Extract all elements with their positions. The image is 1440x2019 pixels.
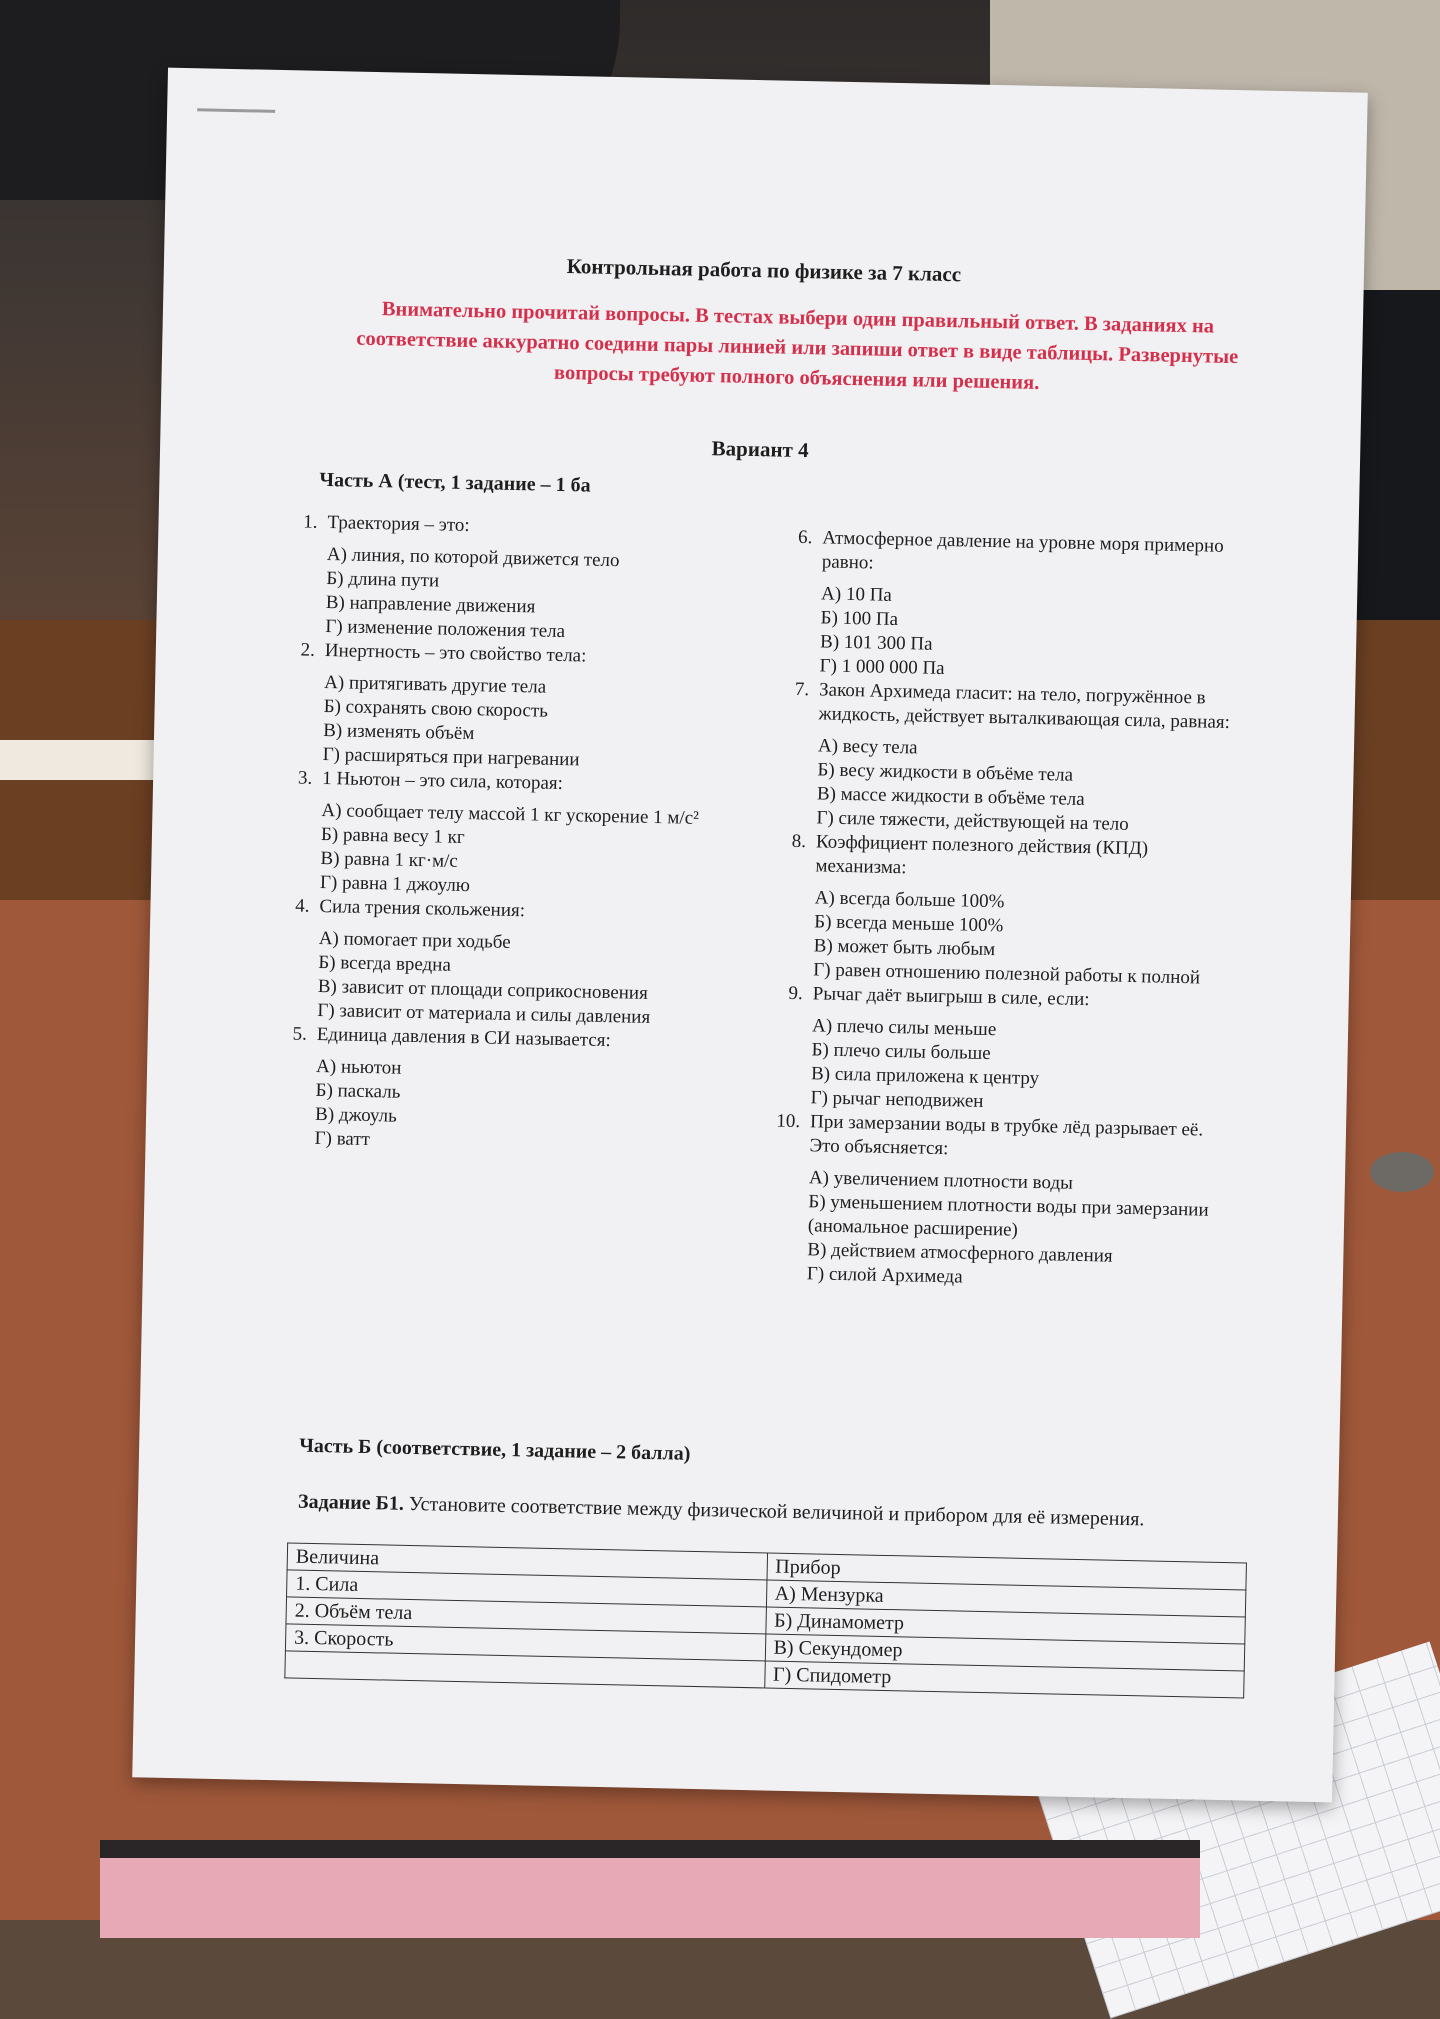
answer-option: Б) равна весу 1 кг: [320, 823, 465, 849]
answer-option: В) направление движения: [325, 592, 536, 618]
answer-options: [317, 927, 745, 1032]
question: [763, 1109, 1237, 1295]
answer-option: Б) длина пути: [326, 568, 440, 592]
background-folder: [100, 1840, 1200, 1938]
answer-option: В) изменять объём: [322, 720, 475, 745]
question-number: 9.: [788, 982, 804, 1005]
match-table: [284, 1542, 1247, 1698]
question-row: [283, 510, 753, 544]
answer-option: В) сила приложена к центру: [810, 1063, 1040, 1090]
instructions: Внимательно прочитай вопросы. В тестах выбери один правильный ответ. В заданиях на соответствие аккуратно соедини пары линией или запиши ответ в виде таблицы. Развернутые вопросы требуют полного объяснения или решения.: [356, 298, 1239, 394]
question-number: 5.: [292, 1023, 308, 1045]
question-text: Атмосферное давление на уровне моря примерно равно:: [821, 527, 1224, 574]
question-number: 1.: [303, 511, 318, 533]
answer-option: Б) 100 Па: [820, 607, 899, 631]
question: [766, 981, 1239, 1119]
question-text: 1 Ньютон – это сила, которая:: [321, 768, 564, 795]
table-cell: А) Мензурка: [766, 1580, 1246, 1617]
answer-option: А) всегда больше 100%: [814, 887, 1005, 913]
question-text: Траектория – это:: [327, 512, 470, 537]
answer-option: В) зависит от площади соприкосновения: [317, 975, 649, 1004]
variant-label: Вариант 4: [711, 436, 809, 463]
questions-left-column: [270, 510, 753, 1160]
question-number: 4.: [295, 895, 310, 917]
answer-option: А) притягивать другие тела: [323, 672, 547, 698]
answer-options: [810, 1014, 1238, 1119]
question: [772, 677, 1245, 839]
coin: [1370, 1152, 1434, 1192]
table-cell: 2. Объём тела: [286, 1597, 766, 1634]
question-number: 7.: [794, 678, 810, 701]
answer-options: [813, 886, 1241, 991]
answer-options: [322, 671, 750, 776]
table-cell: 1. Сила: [287, 1570, 767, 1607]
question-row: [778, 526, 1249, 584]
question-number: 8.: [791, 830, 807, 853]
answer-option: А) сообщает телу массой 1 кг ускорение 1 м/с²: [321, 800, 700, 829]
answer-option: Г) 1 000 000 Па: [819, 655, 945, 680]
question-row: [771, 829, 1242, 887]
answer-options: [314, 1055, 742, 1160]
answer-option: А) плечо силы меньше: [811, 1015, 997, 1041]
question: [775, 526, 1248, 688]
question: [769, 829, 1242, 991]
question-text: При замерзании воды в трубке лёд разрывает её. Это объясняется:: [809, 1111, 1204, 1160]
question-number: 6.: [797, 526, 813, 549]
question-number: 2.: [300, 639, 316, 661]
answer-option: Г) расширяться при нагревании: [322, 744, 580, 771]
question-row: [765, 1109, 1236, 1167]
answer-option: Г) силе тяжести, действующей на тело: [816, 807, 1130, 835]
answer-option: Б) весу жидкости в объёме тела: [817, 759, 1074, 786]
answer-option: В) равна 1 кг·м/с: [320, 847, 459, 872]
answer-option: В) действием атмосферного давления: [807, 1239, 1113, 1267]
questions-right-column: [763, 526, 1249, 1296]
question: [281, 510, 754, 648]
part-a-heading: Часть А (тест, 1 задание – 1 ба: [319, 468, 591, 497]
part-b-heading: Часть Б (соответствие, 1 задание – 2 балла): [298, 1434, 691, 1465]
answer-option: А) помогает при ходьбе: [318, 927, 511, 953]
question-row: [774, 677, 1245, 735]
question: [273, 894, 746, 1032]
answer-option: Г) силой Архимеда: [806, 1263, 963, 1288]
answer-options: [320, 799, 748, 904]
answer-option: В) массе жидкости в объёме тела: [816, 783, 1085, 810]
answer-option: А) ньютон: [315, 1055, 402, 1079]
answer-option: Г) зависит от материала и силы давления: [317, 999, 651, 1028]
test-sheet: [132, 68, 1368, 1803]
question: [270, 1022, 743, 1160]
answer-option: А) линия, по которой движется тело: [326, 544, 620, 572]
task-b1-label: Задание Б1.: [297, 1490, 405, 1515]
answer-option: Б) плечо силы больше: [811, 1039, 991, 1065]
question-text: Коэффициент полезного действия (КПД) механизма:: [815, 831, 1149, 879]
table-header-cell: Величина: [287, 1543, 767, 1580]
answer-option: Б) сохранять свою скорость: [323, 696, 549, 722]
table-cell: 3. Скорость: [285, 1624, 765, 1661]
answer-option: В) может быть любым: [813, 935, 996, 961]
task-b1: [298, 1491, 1145, 1532]
question-text: Единица давления в СИ называется:: [316, 1023, 611, 1052]
answer-options: [807, 1166, 1235, 1295]
answer-option: В) 101 300 Па: [819, 631, 933, 655]
answer-option: Б) всегда меньше 100%: [814, 911, 1004, 937]
table-header-cell: Прибор: [766, 1553, 1246, 1590]
answer-option: В) джоуль: [314, 1103, 398, 1127]
question-text: Рычаг даёт выигрыш в силе, если:: [812, 983, 1090, 1011]
answer-option: А) 10 Па: [820, 583, 893, 606]
answer-option: А) весу тела: [817, 735, 918, 759]
question-number: 3.: [297, 767, 313, 789]
answer-option: Г) рычаг неподвижен: [810, 1087, 984, 1112]
answer-option: Б) уменьшением плотности воды при замерзании (аномальное расширение): [807, 1191, 1209, 1241]
question-text: Сила трения скольжения:: [319, 895, 526, 922]
question: [276, 766, 749, 904]
answer-option: Г) равен отношению полезной работы к полной: [813, 959, 1201, 989]
answer-option: Г) равна 1 джоулю: [319, 871, 471, 897]
answer-options: [819, 582, 1247, 687]
answer-option: А) увеличением плотности воды: [808, 1167, 1074, 1194]
answer-option: Г) изменение положения тела: [325, 616, 566, 643]
page-title: Контрольная работа по физике за 7 класс: [566, 254, 962, 287]
table-cell: Б) Динамометр: [765, 1607, 1245, 1644]
question-text: Закон Архимеда гласит: на тело, погружённое в жидкость, действует выталкивающая сила, равная:: [818, 679, 1231, 734]
task-b1-text: Установите соответствие между физической величиной и прибором для её измерения.: [403, 1492, 1145, 1531]
answer-option: Г) ватт: [314, 1127, 371, 1151]
question-number: 10.: [776, 1110, 801, 1133]
question: [278, 638, 751, 776]
table-cell: В) Секундомер: [765, 1634, 1245, 1671]
answer-options: [325, 543, 753, 648]
answer-option: Б) паскаль: [315, 1079, 401, 1103]
paper-mark: [197, 108, 275, 113]
answer-option: Б) всегда вредна: [318, 951, 452, 976]
answer-options: [816, 734, 1244, 839]
question-text: Инертность – это свойство тела:: [324, 640, 587, 667]
table-cell: Г) Спидометр: [764, 1661, 1244, 1698]
